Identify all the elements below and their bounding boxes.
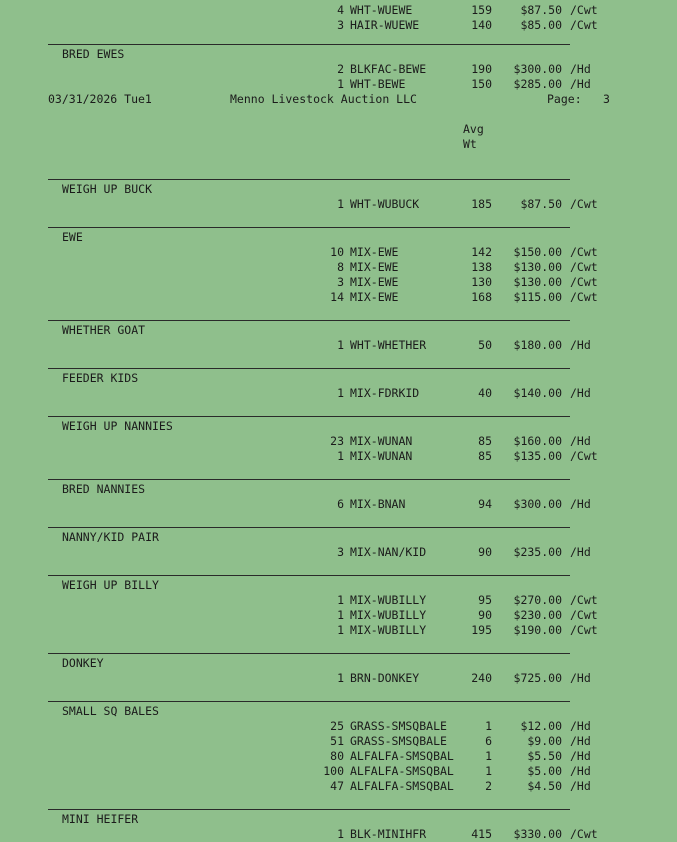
lot-description: ALFALFA-SMSQBAL: [350, 779, 454, 793]
lot-description: MIX-WUBILLY: [350, 593, 427, 607]
lot-price-unit: /Cwt: [570, 18, 598, 32]
lot-description: MIX-FDRKID: [350, 386, 420, 400]
page-header: [0, 92, 677, 107]
lot-row: [0, 497, 677, 512]
lot-quantity: 47: [330, 779, 344, 793]
lot-description: GRASS-SMSQBALE: [350, 719, 447, 733]
lot-row: [0, 779, 677, 794]
category-label: BRED NANNIES: [62, 482, 146, 496]
lot-avg-weight: 190: [471, 62, 492, 76]
lot-description: MIX-EWE: [350, 260, 399, 274]
category-label: WHETHER GOAT: [62, 323, 146, 337]
lot-price: $87.50: [520, 197, 562, 211]
lot-row: [0, 623, 677, 638]
lot-price: $160.00: [513, 434, 562, 448]
lot-price: $180.00: [513, 338, 562, 352]
company-name: Menno Livestock Auction LLC: [230, 92, 417, 106]
lot-avg-weight: 150: [471, 77, 492, 91]
lot-avg-weight: 1: [485, 719, 492, 733]
lot-row: [0, 386, 677, 401]
lot-row: [0, 827, 677, 842]
section-divider: [48, 416, 570, 417]
lot-row: [0, 77, 677, 92]
section-divider: [48, 809, 570, 810]
lot-avg-weight: 90: [478, 608, 492, 622]
lot-description: MIX-WUBILLY: [350, 608, 427, 622]
category-label: WEIGH UP NANNIES: [62, 419, 173, 433]
lot-quantity: 1: [337, 197, 344, 211]
lot-quantity: 1: [337, 449, 344, 463]
section-title: [0, 47, 677, 62]
lot-row: [0, 671, 677, 686]
lot-quantity: 3: [337, 275, 344, 289]
section-title: [0, 482, 677, 497]
lot-avg-weight: 140: [471, 18, 492, 32]
avg-header: Avg: [463, 122, 484, 136]
lot-avg-weight: 94: [478, 497, 492, 511]
section-divider: [48, 44, 570, 45]
lot-price: $140.00: [513, 386, 562, 400]
lot-quantity: 100: [323, 764, 344, 778]
lot-price: $330.00: [513, 827, 562, 841]
lot-price-unit: /Cwt: [570, 623, 598, 637]
lot-description: BLK-MINIHFR: [350, 827, 427, 841]
lot-price-unit: /Hd: [570, 497, 591, 511]
lot-description: ALFALFA-SMSQBAL: [350, 764, 454, 778]
lot-description: MIX-BNAN: [350, 497, 406, 511]
lot-price: $135.00: [513, 449, 562, 463]
lot-price: $300.00: [513, 497, 562, 511]
lot-price: $150.00: [513, 245, 562, 259]
lot-quantity: 1: [337, 623, 344, 637]
lot-description: MIX-EWE: [350, 245, 399, 259]
section-divider: [48, 479, 570, 480]
lot-description: BRN-DONKEY: [350, 671, 420, 685]
lot-row: [0, 734, 677, 749]
lot-price-unit: /Hd: [570, 671, 591, 685]
lot-price: $5.50: [527, 749, 562, 763]
lot-price-unit: /Hd: [570, 338, 591, 352]
lot-row: [0, 749, 677, 764]
section-title: [0, 230, 677, 245]
section-divider: [48, 653, 570, 654]
lot-price-unit: /Hd: [570, 62, 591, 76]
lot-price: $285.00: [513, 77, 562, 91]
lot-row: [0, 290, 677, 305]
lot-price-unit: /Cwt: [570, 290, 598, 304]
lot-price: $130.00: [513, 260, 562, 274]
lot-quantity: 10: [330, 245, 344, 259]
section-divider: [48, 701, 570, 702]
lot-quantity: 4: [337, 3, 344, 17]
lot-avg-weight: 40: [478, 386, 492, 400]
lot-price: $87.50: [520, 3, 562, 17]
lot-price-unit: /Cwt: [570, 608, 598, 622]
lot-avg-weight: 6: [485, 734, 492, 748]
lot-quantity: 3: [337, 545, 344, 559]
lot-avg-weight: 85: [478, 449, 492, 463]
lot-description: GRASS-SMSQBALE: [350, 734, 447, 748]
lot-price-unit: /Cwt: [570, 827, 598, 841]
lot-avg-weight: 130: [471, 275, 492, 289]
lot-quantity: 25: [330, 719, 344, 733]
lot-description: WHT-WUEWE: [350, 3, 413, 17]
section-title: [0, 812, 677, 827]
lot-price: $4.50: [527, 779, 562, 793]
lot-description: WHT-WUBUCK: [350, 197, 420, 211]
category-label: NANNY/KID PAIR: [62, 530, 159, 544]
lot-row: [0, 608, 677, 623]
lot-description: MIX-EWE: [350, 275, 399, 289]
lot-description: ALFALFA-SMSQBAL: [350, 749, 454, 763]
lot-price-unit: /Hd: [570, 386, 591, 400]
lot-price-unit: /Hd: [570, 545, 591, 559]
lot-quantity: 1: [337, 593, 344, 607]
lot-avg-weight: 159: [471, 3, 492, 17]
lot-price: $300.00: [513, 62, 562, 76]
lot-row: [0, 434, 677, 449]
lot-quantity: 80: [330, 749, 344, 763]
lot-price-unit: /Cwt: [570, 593, 598, 607]
lot-avg-weight: 85: [478, 434, 492, 448]
category-label: EWE: [62, 230, 83, 244]
section-divider: [48, 575, 570, 576]
lot-price-unit: /Cwt: [570, 245, 598, 259]
section-title: [0, 419, 677, 434]
lot-price-unit: /Cwt: [570, 3, 598, 17]
section-divider: [48, 527, 570, 528]
lot-avg-weight: 1: [485, 749, 492, 763]
lot-price-unit: /Cwt: [570, 275, 598, 289]
section-title: [0, 182, 677, 197]
lot-avg-weight: 138: [471, 260, 492, 274]
category-label: MINI HEIFER: [62, 812, 139, 826]
column-header: [0, 122, 677, 137]
lot-row: [0, 260, 677, 275]
lot-price-unit: /Hd: [570, 734, 591, 748]
lot-avg-weight: 95: [478, 593, 492, 607]
lot-price-unit: /Cwt: [570, 260, 598, 274]
lot-description: WHT-WHETHER: [350, 338, 427, 352]
lot-row: [0, 764, 677, 779]
section-divider: [48, 320, 570, 321]
lot-row: [0, 338, 677, 353]
lot-quantity: 6: [337, 497, 344, 511]
section-title: [0, 656, 677, 671]
lot-price-unit: /Hd: [570, 764, 591, 778]
lot-price: $9.00: [527, 734, 562, 748]
lot-row: [0, 275, 677, 290]
lot-price-unit: /Cwt: [570, 449, 598, 463]
lot-price-unit: /Hd: [570, 749, 591, 763]
lot-avg-weight: 50: [478, 338, 492, 352]
lot-quantity: 2: [337, 62, 344, 76]
lot-quantity: 3: [337, 18, 344, 32]
lot-quantity: 1: [337, 827, 344, 841]
page-label: Page:: [547, 92, 582, 106]
category-label: WEIGH UP BILLY: [62, 578, 159, 592]
lot-description: WHT-BEWE: [350, 77, 406, 91]
lot-description: MIX-WUBILLY: [350, 623, 427, 637]
lot-avg-weight: 142: [471, 245, 492, 259]
lot-price: $230.00: [513, 608, 562, 622]
column-header: [0, 137, 677, 152]
category-label: DONKEY: [62, 656, 104, 670]
lot-row: [0, 449, 677, 464]
lot-price: $130.00: [513, 275, 562, 289]
lot-price-unit: /Hd: [570, 77, 591, 91]
lot-row: [0, 3, 677, 18]
lot-price-unit: /Hd: [570, 434, 591, 448]
lot-price-unit: /Cwt: [570, 197, 598, 211]
category-label: SMALL SQ BALES: [62, 704, 159, 718]
report-date: 03/31/2026 Tue1: [48, 92, 152, 106]
lot-quantity: 14: [330, 290, 344, 304]
lot-quantity: 23: [330, 434, 344, 448]
lot-quantity: 51: [330, 734, 344, 748]
section-divider: [48, 227, 570, 228]
lot-price: $725.00: [513, 671, 562, 685]
lot-avg-weight: 415: [471, 827, 492, 841]
lot-description: MIX-NAN/KID: [350, 545, 427, 559]
lot-avg-weight: 2: [485, 779, 492, 793]
lot-quantity: 1: [337, 77, 344, 91]
lot-row: [0, 62, 677, 77]
lot-price: $235.00: [513, 545, 562, 559]
lot-price: $85.00: [520, 18, 562, 32]
section-title: [0, 704, 677, 719]
lot-description: MIX-EWE: [350, 290, 399, 304]
lot-quantity: 1: [337, 338, 344, 352]
lot-price-unit: /Hd: [570, 779, 591, 793]
page-number: 3: [603, 92, 610, 106]
lot-row: [0, 197, 677, 212]
section-divider: [48, 179, 570, 180]
lot-price: $12.00: [520, 719, 562, 733]
lot-quantity: 8: [337, 260, 344, 274]
lot-price: $270.00: [513, 593, 562, 607]
lot-row: [0, 719, 677, 734]
section-divider: [48, 368, 570, 369]
lot-avg-weight: 1: [485, 764, 492, 778]
lot-avg-weight: 90: [478, 545, 492, 559]
lot-avg-weight: 168: [471, 290, 492, 304]
lot-description: MIX-WUNAN: [350, 434, 413, 448]
lot-row: [0, 18, 677, 33]
lot-price: $5.00: [527, 764, 562, 778]
lot-quantity: 1: [337, 386, 344, 400]
lot-avg-weight: 240: [471, 671, 492, 685]
lot-avg-weight: 185: [471, 197, 492, 211]
lot-price-unit: /Hd: [570, 719, 591, 733]
section-title: [0, 578, 677, 593]
section-title: [0, 371, 677, 386]
lot-avg-weight: 195: [471, 623, 492, 637]
category-label: FEEDER KIDS: [62, 371, 139, 385]
wt-header: Wt: [463, 137, 477, 151]
lot-price: $115.00: [513, 290, 562, 304]
category-label: BRED EWES: [62, 47, 125, 61]
lot-quantity: 1: [337, 671, 344, 685]
category-label: WEIGH UP BUCK: [62, 182, 153, 196]
section-title: [0, 530, 677, 545]
lot-price: $190.00: [513, 623, 562, 637]
lot-description: BLKFAC-BEWE: [350, 62, 427, 76]
section-title: [0, 323, 677, 338]
lot-description: MIX-WUNAN: [350, 449, 413, 463]
lot-row: [0, 545, 677, 560]
lot-description: HAIR-WUEWE: [350, 18, 420, 32]
lot-row: [0, 593, 677, 608]
lot-quantity: 1: [337, 608, 344, 622]
lot-row: [0, 245, 677, 260]
